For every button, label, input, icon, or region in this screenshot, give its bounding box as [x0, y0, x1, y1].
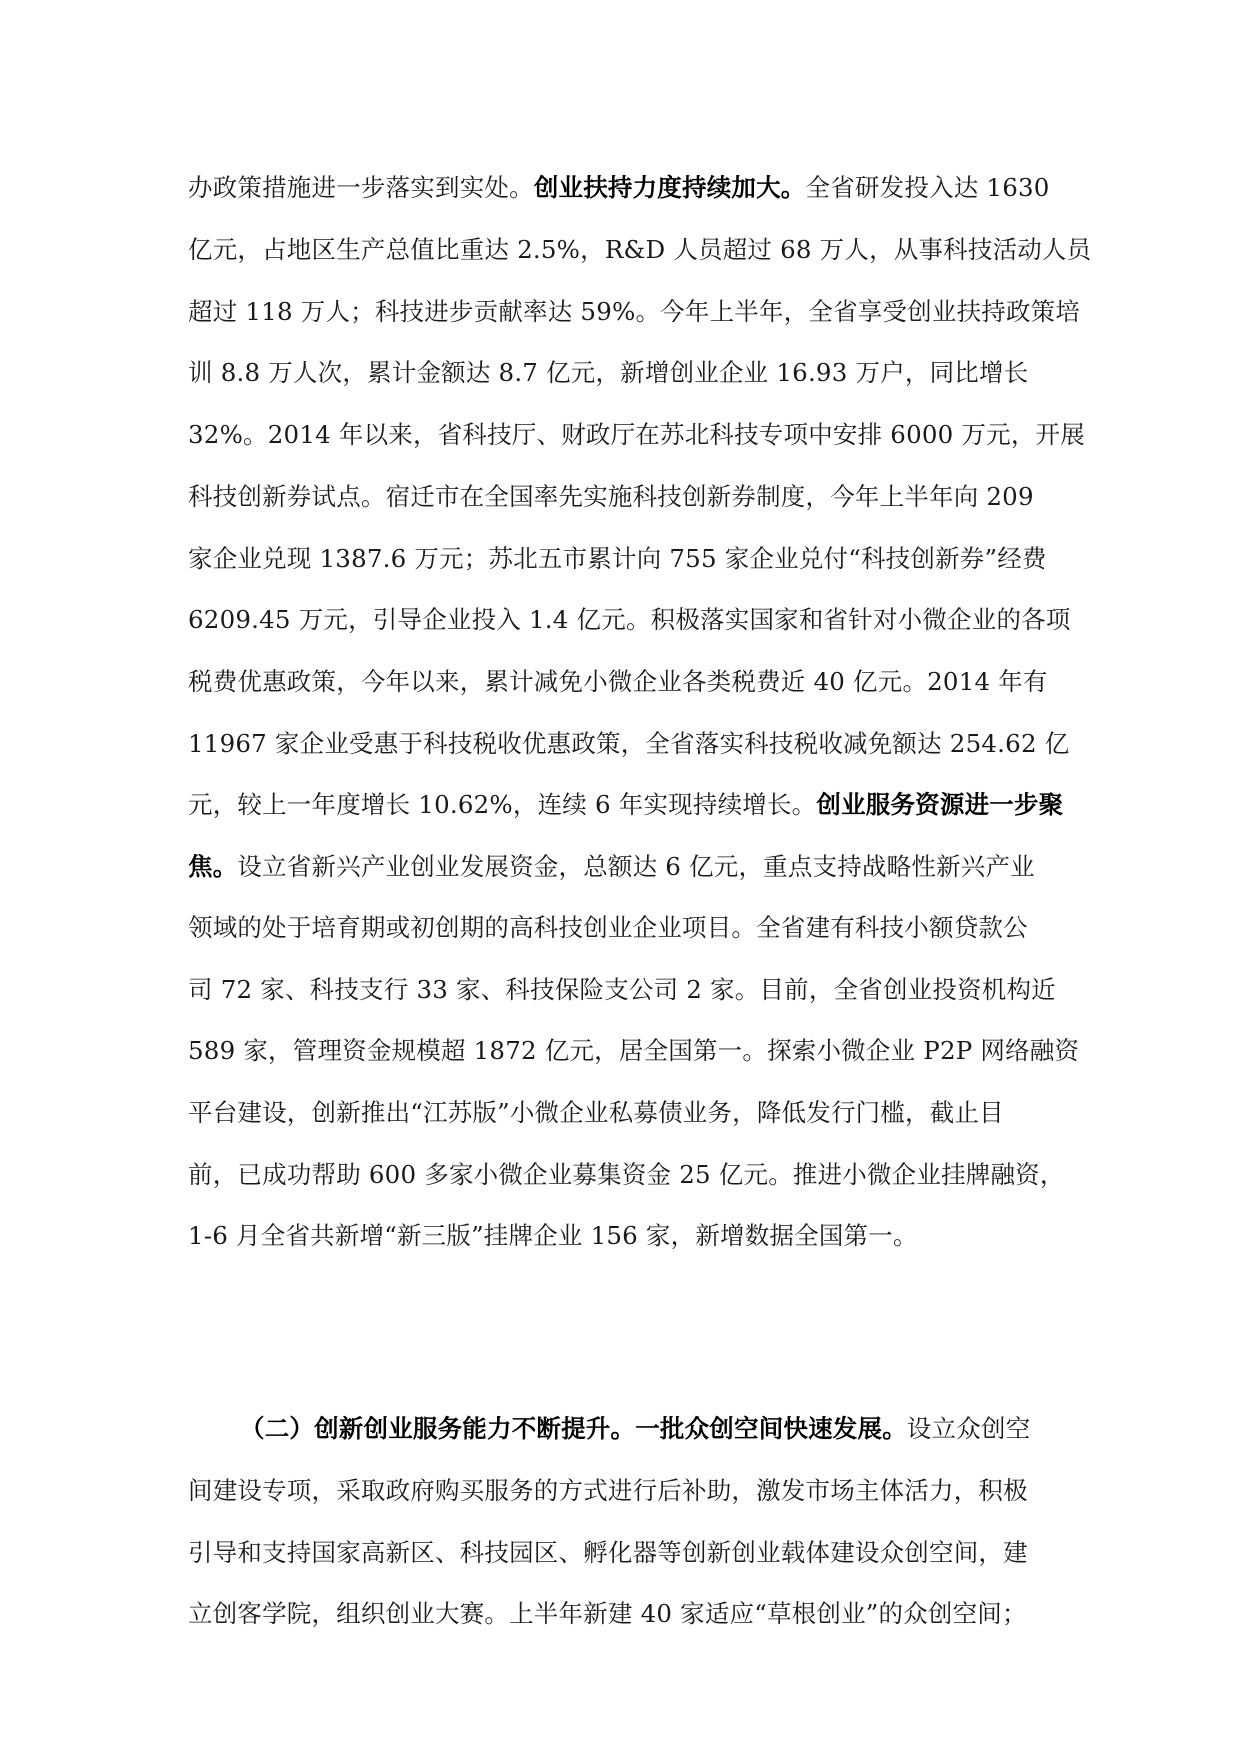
text-line: 前，已成功帮助 600 多家小微企业募集资金 25 亿元。推进小微企业挂牌融资， — [188, 1160, 1065, 1189]
text-line: 训 8.8 万人次，累计金额达 8.7 亿元，新增创业企业 16.93 万户，同比增长 — [188, 358, 1029, 387]
text-line: 32%。2014 年以来，省科技厅、财政厅在苏北科技专项中安排 6000 万元，开展 — [188, 420, 1085, 449]
text-line: 税费优惠政策，今年以来，累计减免小微企业各类税费近 40 亿元。2014 年有 — [188, 667, 1048, 696]
text-line — [188, 172, 1068, 204]
text-line: 超过 118 万人；科技进步贡献率达 59%。今年上半年，全省享受创业扶持政策培 — [188, 297, 1081, 326]
text-run: 全省研发投入达 1630 — [805, 173, 1050, 202]
text-run: 办政策措施进一步落实到实处。 — [188, 173, 534, 202]
text-run: 设立众创空 — [906, 1414, 1031, 1443]
text-line: 领域的处于培育期或初创期的高科技创业企业项目。全省建有科技小额贷款公 — [188, 913, 1028, 942]
text-line — [188, 851, 1068, 883]
text-line: 司 72 家、科技支行 33 家、科技保险支公司 2 家。目前，全省创业投资机构近 — [188, 975, 1056, 1004]
text-line: 平台建设，创新推出“江苏版”小微企业私募债业务，降低发行门槛，截止目 — [188, 1098, 1004, 1127]
text-line: 1-6 月全省共新增“新三版”挂牌企业 156 家，新增数据全国第一。 — [188, 1221, 918, 1250]
text-line: 亿元，占地区生产总值比重达 2.5%，R&D 人员超过 68 万人，从事科技活动人员 — [188, 235, 1092, 264]
section-heading-line — [240, 1413, 1068, 1445]
bold-heading: 创业服务资源进一步聚 — [816, 790, 1064, 819]
text-line: 11967 家企业受惠于科技税收优惠政策，全省落实科技税收减免额达 254.62 亿 — [188, 729, 1070, 758]
bold-heading: 焦。 — [188, 852, 238, 881]
text-line: 科技创新券试点。宿迁市在全国率先实施科技创新券制度，今年上半年向 209 — [188, 482, 1034, 511]
text-line: 引导和支持国家高新区、科技园区、孵化器等创新创业载体建设众创空间，建 — [188, 1538, 1028, 1567]
text-line: 家企业兑现 1387.6 万元；苏北五市累计向 755 家企业兑付“科技创新券”经费 — [188, 544, 1047, 573]
text-line — [188, 789, 1068, 821]
text-line: 立创客学院，组织创业大赛。上半年新建 40 家适应“草根创业”的众创空间； — [188, 1599, 1027, 1628]
text-line: 6209.45 万元，引导企业投入 1.4 亿元。积极落实国家和省针对小微企业的各项 — [188, 605, 1071, 634]
text-run: 元，较上一年度增长 10.62%，连续 6 年实现持续增长。 — [188, 790, 817, 819]
section-heading: （二）创新创业服务能力不断提升。一批众创空间快速发展。 — [240, 1414, 907, 1443]
text-run: 设立省新兴产业创业发展资金，总额达 6 亿元，重点支持战略性新兴产业 — [237, 852, 1035, 881]
text-line: 间建设专项，采取政府购买服务的方式进行后补助，激发市场主体活力，积极 — [188, 1476, 1028, 1505]
bold-heading: 创业扶持力度持续加大。 — [533, 173, 806, 202]
text-line: 589 家，管理资金规模超 1872 亿元，居全国第一。探索小微企业 P2P 网络融资 — [188, 1036, 1080, 1065]
